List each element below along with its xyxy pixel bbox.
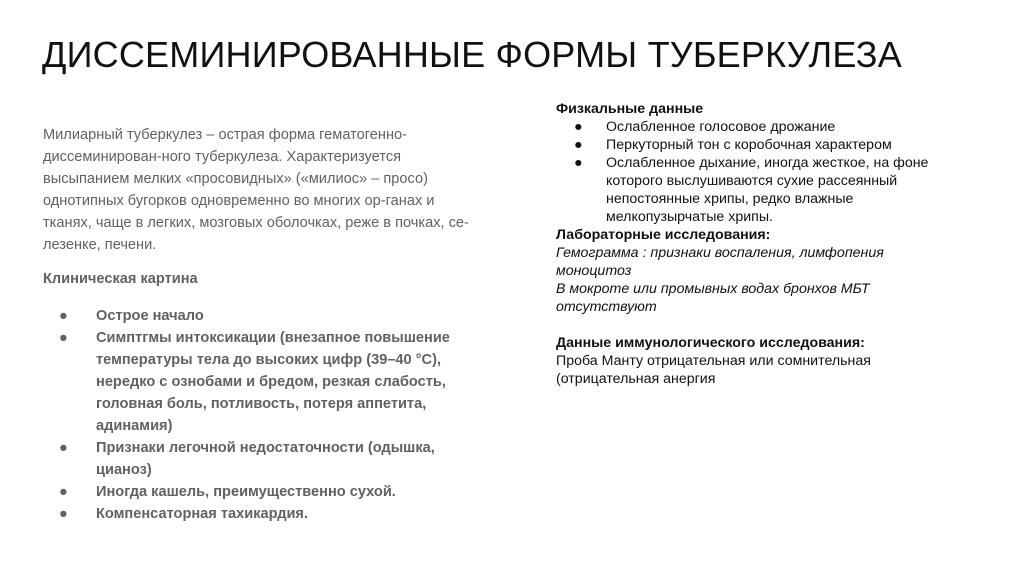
right-column xyxy=(556,100,936,388)
bullet-icon: ● xyxy=(59,308,68,324)
list-item-text: Симптгмы интоксикации (внезапное повышение температуры тела до высоких цифр (39–40 °С), нередко с ознобами и бредом, резкая слабость, головная боль, потливость, потеря аппетита, адинамия) xyxy=(96,330,450,434)
list-item-text: Ослабленное дыхание, иногда жесткое, на фоне которого выслушиваются сухие рассеянный непостоянные хрипы, редко влажные мелкопузырчатые хрипы. xyxy=(606,155,929,225)
intro-paragraph: Милиарный туберкулез – острая форма гематогенно-диссеминирован-ного туберкулеза. Характеризуется высыпанием мелких «просовидных» («милиос» – просо) однотипных бугорков одновременно во многих ор-ганах и тканях, чаще в легких, мозговых оболочках, реже в почках, се-лезенке, печени. xyxy=(43,127,469,253)
list-item-text: Иногда кашель, преимущественно сухой. xyxy=(96,484,396,500)
immuno-heading: Данные иммунологического исследования: xyxy=(556,335,865,351)
list-item xyxy=(43,437,473,481)
clinical-picture-heading: Клиническая картина xyxy=(43,271,198,287)
bullet-icon: ● xyxy=(574,119,583,135)
list-item xyxy=(556,136,936,154)
lab-line-hemogram: Гемограмма : признаки воспаления, лимфопения моноцитоз xyxy=(556,245,884,279)
list-item-text: Перкуторный тон с коробочная характером xyxy=(606,137,892,153)
list-item-text: Компенсаторная тахикардия. xyxy=(96,506,308,522)
list-item-text: Ослабленное голосовое дрожание xyxy=(606,119,836,135)
spacer xyxy=(556,316,936,334)
bullet-icon: ● xyxy=(59,484,68,500)
list-item xyxy=(43,481,473,503)
bullet-icon: ● xyxy=(59,330,68,346)
list-item xyxy=(556,154,936,226)
bullet-icon: ● xyxy=(574,137,583,153)
immuno-text: Проба Манту отрицательная или сомнительная (отрицательная анергия xyxy=(556,353,871,387)
slide-title: ДИССЕМИНИРОВАННЫЕ ФОРМЫ ТУБЕРКУЛЕЗА xyxy=(42,34,902,75)
bullet-icon: ● xyxy=(59,440,68,456)
list-item xyxy=(556,118,936,136)
lab-line-sputum: В мокроте или промывных водах бронхов МБТ отсутствуют xyxy=(556,281,870,315)
left-column xyxy=(43,124,473,525)
list-item-text: Признаки легочной недостаточности (одышка, цианоз) xyxy=(96,440,435,478)
physical-data-heading: Физкальные данные xyxy=(556,101,704,117)
clinical-bullet-list xyxy=(43,305,473,525)
bullet-icon: ● xyxy=(59,506,68,522)
physical-data-list xyxy=(556,118,936,226)
lab-heading: Лабораторные исследования: xyxy=(556,227,771,243)
bullet-icon: ● xyxy=(574,155,583,171)
list-item xyxy=(43,305,473,327)
list-item-text: Острое начало xyxy=(96,308,204,324)
list-item xyxy=(43,503,473,525)
list-item xyxy=(43,327,473,437)
